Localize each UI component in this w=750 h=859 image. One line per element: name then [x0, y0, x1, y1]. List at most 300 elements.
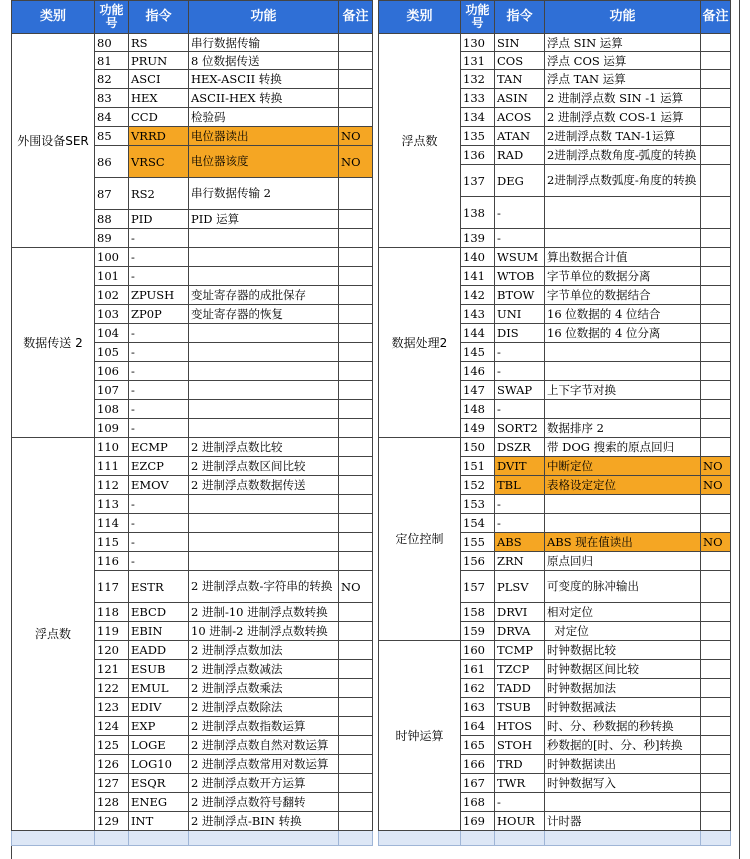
- instruction-cell: DIS: [495, 324, 545, 343]
- code-cell: 85: [95, 127, 129, 146]
- footer-cell: [379, 831, 461, 846]
- instruction-cell: EBCD: [129, 603, 189, 622]
- table-footer-row: [379, 831, 731, 846]
- instruction-cell: PRUN: [129, 52, 189, 70]
- instruction-cell: ENEG: [129, 793, 189, 812]
- function-cell: 2 进制-10 进制浮点数转换: [189, 603, 339, 622]
- note-cell: [701, 793, 731, 812]
- function-cell: 2 进制浮点数比较: [189, 438, 339, 457]
- table-row: [12, 438, 373, 457]
- code-cell: 117: [95, 571, 129, 603]
- note-cell: [701, 70, 731, 89]
- instruction-cell: -: [129, 324, 189, 343]
- instruction-cell: COS: [495, 52, 545, 70]
- instruction-cell: ATAN: [495, 127, 545, 146]
- note-cell: NO: [339, 571, 373, 603]
- code-cell: 83: [95, 89, 129, 108]
- function-cell: ASCII-HEX 转换: [189, 89, 339, 108]
- note-cell: [701, 603, 731, 622]
- footer-cell: [95, 831, 129, 846]
- note-cell: [701, 552, 731, 571]
- function-cell: 电位器读出: [189, 127, 339, 146]
- note-cell: [339, 381, 373, 400]
- note-cell: [339, 419, 373, 438]
- instruction-cell: WTOB: [495, 267, 545, 286]
- note-cell: [339, 774, 373, 793]
- note-cell: [701, 127, 731, 146]
- note-cell: [701, 381, 731, 400]
- function-cell: 10 进制-2 进制浮点数转换: [189, 622, 339, 641]
- note-cell: [701, 736, 731, 755]
- function-cell: 2 进制浮点数 SIN -1 运算: [545, 89, 701, 108]
- function-cell: [189, 381, 339, 400]
- code-cell: 158: [461, 603, 495, 622]
- table-row: [379, 641, 731, 660]
- instruction-cell: -: [129, 533, 189, 552]
- function-cell: 串行数据传输 2: [189, 178, 339, 210]
- instruction-cell: ZRN: [495, 552, 545, 571]
- code-cell: 112: [95, 476, 129, 495]
- function-cell: 2 进制浮点数符号翻转: [189, 793, 339, 812]
- function-cell: 浮点 COS 运算: [545, 52, 701, 70]
- function-cell: [189, 248, 339, 267]
- function-cell: [545, 495, 701, 514]
- code-cell: 145: [461, 343, 495, 362]
- instruction-cell: -: [495, 400, 545, 419]
- code-cell: 142: [461, 286, 495, 305]
- note-cell: [339, 70, 373, 89]
- code-cell: 122: [95, 679, 129, 698]
- instruction-cell: ACOS: [495, 108, 545, 127]
- header-instruction: 指令: [495, 1, 545, 34]
- instruction-cell: EMOV: [129, 476, 189, 495]
- code-cell: 159: [461, 622, 495, 641]
- code-cell: 130: [461, 34, 495, 52]
- code-cell: 146: [461, 362, 495, 381]
- category-cell: 时钟运算: [379, 641, 461, 831]
- note-cell: NO: [339, 146, 373, 178]
- instruction-cell: ESUB: [129, 660, 189, 679]
- code-cell: 87: [95, 178, 129, 210]
- function-cell: 2进制浮点数 TAN-1运算: [545, 127, 701, 146]
- instruction-cell: -: [129, 229, 189, 248]
- instruction-cell: UNI: [495, 305, 545, 324]
- code-cell: 120: [95, 641, 129, 660]
- footer-cell: [495, 831, 545, 846]
- instruction-cell: TBL: [495, 476, 545, 495]
- code-cell: 157: [461, 571, 495, 603]
- code-cell: 143: [461, 305, 495, 324]
- header-code: 功能号: [461, 1, 495, 34]
- note-cell: NO: [701, 457, 731, 476]
- table-row: [379, 248, 731, 267]
- instruction-cell: -: [495, 362, 545, 381]
- instruction-cell: HOUR: [495, 812, 545, 831]
- note-cell: [701, 146, 731, 165]
- code-cell: 168: [461, 793, 495, 812]
- function-cell: [545, 514, 701, 533]
- function-cell: 时钟数据减法: [545, 698, 701, 717]
- instruction-cell: -: [129, 381, 189, 400]
- note-cell: [339, 229, 373, 248]
- instruction-cell: -: [129, 343, 189, 362]
- function-cell: 算出数据合计值: [545, 248, 701, 267]
- note-cell: [339, 400, 373, 419]
- header-note: 备注: [701, 1, 731, 34]
- instruction-cell: DSZR: [495, 438, 545, 457]
- function-cell: 电位器该度: [189, 146, 339, 178]
- code-cell: 165: [461, 736, 495, 755]
- function-cell: 2进制浮点数角度-弧度的转换: [545, 146, 701, 165]
- instruction-table-left: [11, 0, 373, 846]
- header-code: 功能号: [95, 1, 129, 34]
- function-cell: 2 进制浮点数开方运算: [189, 774, 339, 793]
- instruction-cell: ABS: [495, 533, 545, 552]
- instruction-cell: ASIN: [495, 89, 545, 108]
- code-cell: 147: [461, 381, 495, 400]
- instruction-cell: VRRD: [129, 127, 189, 146]
- category-cell: 外围设备SER: [12, 34, 95, 248]
- header-note: 备注: [339, 1, 373, 34]
- code-cell: 136: [461, 146, 495, 165]
- note-cell: [701, 34, 731, 52]
- instruction-cell: SWAP: [495, 381, 545, 400]
- code-cell: 89: [95, 229, 129, 248]
- code-cell: 82: [95, 70, 129, 89]
- function-cell: 对定位: [545, 622, 701, 641]
- note-cell: [339, 476, 373, 495]
- note-cell: [339, 736, 373, 755]
- function-cell: 时钟数据读出: [545, 755, 701, 774]
- instruction-cell: PLSV: [495, 571, 545, 603]
- note-cell: [339, 89, 373, 108]
- code-cell: 148: [461, 400, 495, 419]
- footer-cell: [12, 831, 95, 846]
- code-cell: 153: [461, 495, 495, 514]
- function-cell: 2 进制浮点数-字符串的转换: [189, 571, 339, 603]
- code-cell: 121: [95, 660, 129, 679]
- right-page-edge: [739, 0, 740, 859]
- note-cell: [339, 108, 373, 127]
- category-cell: 定位控制: [379, 438, 461, 641]
- instruction-cell: -: [129, 267, 189, 286]
- function-cell: 2 进制浮点-BIN 转换: [189, 812, 339, 831]
- function-cell: [189, 533, 339, 552]
- note-cell: [701, 514, 731, 533]
- note-cell: [701, 679, 731, 698]
- function-cell: [545, 343, 701, 362]
- instruction-cell: EZCP: [129, 457, 189, 476]
- note-cell: [339, 552, 373, 571]
- code-cell: 127: [95, 774, 129, 793]
- instruction-cell: ZPUSH: [129, 286, 189, 305]
- function-cell: [545, 400, 701, 419]
- code-cell: 111: [95, 457, 129, 476]
- instruction-cell: DVIT: [495, 457, 545, 476]
- code-cell: 132: [461, 70, 495, 89]
- note-cell: [701, 717, 731, 736]
- function-cell: 时、分、秒数据的秒转换: [545, 717, 701, 736]
- instruction-cell: LOGE: [129, 736, 189, 755]
- code-cell: 123: [95, 698, 129, 717]
- instruction-cell: TAN: [495, 70, 545, 89]
- header-category: 类别: [12, 1, 95, 34]
- code-cell: 149: [461, 419, 495, 438]
- instruction-cell: CCD: [129, 108, 189, 127]
- code-cell: 126: [95, 755, 129, 774]
- note-cell: [701, 812, 731, 831]
- code-cell: 135: [461, 127, 495, 146]
- function-cell: [189, 324, 339, 343]
- function-cell: 16 位数据的 4 位结合: [545, 305, 701, 324]
- note-cell: [701, 774, 731, 793]
- function-cell: 时钟数据写入: [545, 774, 701, 793]
- function-cell: ABS 现在值读出: [545, 533, 701, 552]
- function-cell: [189, 229, 339, 248]
- note-cell: [339, 495, 373, 514]
- note-cell: [339, 660, 373, 679]
- instruction-cell: WSUM: [495, 248, 545, 267]
- function-cell: 相对定位: [545, 603, 701, 622]
- instruction-cell: TCMP: [495, 641, 545, 660]
- instruction-cell: -: [129, 248, 189, 267]
- code-cell: 151: [461, 457, 495, 476]
- code-cell: 139: [461, 229, 495, 248]
- code-cell: 113: [95, 495, 129, 514]
- note-cell: [701, 197, 731, 229]
- instruction-cell: EMUL: [129, 679, 189, 698]
- function-cell: 时钟数据比较: [545, 641, 701, 660]
- function-cell: PID 运算: [189, 210, 339, 229]
- instruction-cell: -: [129, 400, 189, 419]
- note-cell: [339, 248, 373, 267]
- footer-cell: [339, 831, 373, 846]
- note-cell: NO: [701, 476, 731, 495]
- function-cell: 数据排序 2: [545, 419, 701, 438]
- instruction-cell: INT: [129, 812, 189, 831]
- note-cell: [701, 229, 731, 248]
- function-cell: [189, 267, 339, 286]
- instruction-cell: EDIV: [129, 698, 189, 717]
- note-cell: [339, 34, 373, 52]
- instruction-cell: -: [495, 229, 545, 248]
- instruction-table-right: [378, 0, 731, 846]
- instruction-cell: STOH: [495, 736, 545, 755]
- note-cell: [701, 305, 731, 324]
- code-cell: 140: [461, 248, 495, 267]
- instruction-cell: RAD: [495, 146, 545, 165]
- note-cell: [339, 210, 373, 229]
- instruction-cell: TADD: [495, 679, 545, 698]
- function-cell: 检验码: [189, 108, 339, 127]
- function-cell: [189, 362, 339, 381]
- code-cell: 115: [95, 533, 129, 552]
- code-cell: 114: [95, 514, 129, 533]
- note-cell: [339, 698, 373, 717]
- instruction-cell: HTOS: [495, 717, 545, 736]
- note-cell: [339, 514, 373, 533]
- note-cell: [701, 495, 731, 514]
- code-cell: 133: [461, 89, 495, 108]
- note-cell: [701, 419, 731, 438]
- instruction-cell: ESQR: [129, 774, 189, 793]
- function-cell: 2 进制浮点数减法: [189, 660, 339, 679]
- instruction-cell: TZCP: [495, 660, 545, 679]
- code-cell: 166: [461, 755, 495, 774]
- function-cell: 计时器: [545, 812, 701, 831]
- instruction-cell: EBIN: [129, 622, 189, 641]
- instruction-cell: ZP0P: [129, 305, 189, 324]
- note-cell: [701, 438, 731, 457]
- instruction-cell: -: [495, 343, 545, 362]
- note-cell: [339, 362, 373, 381]
- note-cell: [339, 324, 373, 343]
- footer-cell: [701, 831, 731, 846]
- code-cell: 125: [95, 736, 129, 755]
- note-cell: [701, 343, 731, 362]
- code-cell: 107: [95, 381, 129, 400]
- function-cell: 原点回归: [545, 552, 701, 571]
- note-cell: [339, 267, 373, 286]
- note-cell: [701, 267, 731, 286]
- code-cell: 163: [461, 698, 495, 717]
- category-cell: 浮点数: [12, 438, 95, 831]
- note-cell: [701, 362, 731, 381]
- note-cell: [701, 108, 731, 127]
- instruction-cell: ASCI: [129, 70, 189, 89]
- instruction-cell: ECMP: [129, 438, 189, 457]
- note-cell: [339, 457, 373, 476]
- code-cell: 105: [95, 343, 129, 362]
- code-cell: 164: [461, 717, 495, 736]
- code-cell: 131: [461, 52, 495, 70]
- instruction-cell: RS: [129, 34, 189, 52]
- note-cell: [701, 755, 731, 774]
- function-cell: 2 进制浮点数加法: [189, 641, 339, 660]
- instruction-cell: PID: [129, 210, 189, 229]
- note-cell: [339, 679, 373, 698]
- code-cell: 144: [461, 324, 495, 343]
- instruction-cell: VRSC: [129, 146, 189, 178]
- code-cell: 109: [95, 419, 129, 438]
- code-cell: 137: [461, 165, 495, 197]
- code-cell: 104: [95, 324, 129, 343]
- note-cell: [339, 641, 373, 660]
- code-cell: 106: [95, 362, 129, 381]
- code-cell: 80: [95, 34, 129, 52]
- code-cell: 141: [461, 267, 495, 286]
- note-cell: [339, 305, 373, 324]
- code-cell: 102: [95, 286, 129, 305]
- note-cell: [701, 52, 731, 70]
- function-cell: [189, 495, 339, 514]
- function-cell: [189, 400, 339, 419]
- code-cell: 134: [461, 108, 495, 127]
- instruction-cell: EADD: [129, 641, 189, 660]
- function-cell: 上下字节对换: [545, 381, 701, 400]
- function-cell: 2 进制浮点数乘法: [189, 679, 339, 698]
- table-header-row: [379, 1, 731, 34]
- note-cell: [701, 400, 731, 419]
- instruction-cell: -: [129, 362, 189, 381]
- instruction-cell: -: [495, 793, 545, 812]
- function-cell: 2 进制浮点数 COS-1 运算: [545, 108, 701, 127]
- code-cell: 110: [95, 438, 129, 457]
- code-cell: 81: [95, 52, 129, 70]
- table-row: [379, 438, 731, 457]
- note-cell: [339, 343, 373, 362]
- code-cell: 84: [95, 108, 129, 127]
- function-cell: 8 位数据传送: [189, 52, 339, 70]
- instruction-cell: -: [129, 419, 189, 438]
- function-cell: 2 进制浮点数区间比较: [189, 457, 339, 476]
- instruction-cell: -: [129, 552, 189, 571]
- code-cell: 88: [95, 210, 129, 229]
- instruction-cell: SORT2: [495, 419, 545, 438]
- note-cell: [339, 812, 373, 831]
- code-cell: 154: [461, 514, 495, 533]
- header-function: 功能: [545, 1, 701, 34]
- code-cell: 161: [461, 660, 495, 679]
- code-cell: 86: [95, 146, 129, 178]
- function-cell: 字节单位的数据分离: [545, 267, 701, 286]
- instruction-cell: TWR: [495, 774, 545, 793]
- function-cell: 2 进制浮点数除法: [189, 698, 339, 717]
- code-cell: 138: [461, 197, 495, 229]
- table-row: [379, 34, 731, 52]
- function-cell: 变址寄存器的恢复: [189, 305, 339, 324]
- instruction-cell: ESTR: [129, 571, 189, 603]
- function-cell: 浮点 SIN 运算: [545, 34, 701, 52]
- note-cell: [701, 286, 731, 305]
- function-cell: 时钟数据区间比较: [545, 660, 701, 679]
- instruction-cell: EXP: [129, 717, 189, 736]
- function-cell: 表格设定定位: [545, 476, 701, 495]
- header-instruction: 指令: [129, 1, 189, 34]
- code-cell: 124: [95, 717, 129, 736]
- note-cell: [701, 698, 731, 717]
- function-cell: 字节单位的数据结合: [545, 286, 701, 305]
- note-cell: NO: [339, 127, 373, 146]
- footer-cell: [129, 831, 189, 846]
- table-footer-row: [12, 831, 373, 846]
- code-cell: 101: [95, 267, 129, 286]
- instruction-cell: BTOW: [495, 286, 545, 305]
- instruction-cell: HEX: [129, 89, 189, 108]
- note-cell: NO: [701, 533, 731, 552]
- function-cell: 变址寄存器的成批保存: [189, 286, 339, 305]
- function-cell: 时钟数据加法: [545, 679, 701, 698]
- code-cell: 152: [461, 476, 495, 495]
- code-cell: 169: [461, 812, 495, 831]
- instruction-cell: TSUB: [495, 698, 545, 717]
- table-header-row: [12, 1, 373, 34]
- function-cell: HEX-ASCII 转换: [189, 70, 339, 89]
- function-cell: [545, 793, 701, 812]
- note-cell: [339, 793, 373, 812]
- code-cell: 128: [95, 793, 129, 812]
- footer-cell: [189, 831, 339, 846]
- table-row: [12, 248, 373, 267]
- code-cell: 167: [461, 774, 495, 793]
- instruction-cell: -: [129, 495, 189, 514]
- header-function: 功能: [189, 1, 339, 34]
- code-cell: 118: [95, 603, 129, 622]
- function-cell: 可变度的脉冲输出: [545, 571, 701, 603]
- note-cell: [701, 165, 731, 197]
- function-cell: 2进制浮点数弧度-角度的转换: [545, 165, 701, 197]
- function-cell: [189, 419, 339, 438]
